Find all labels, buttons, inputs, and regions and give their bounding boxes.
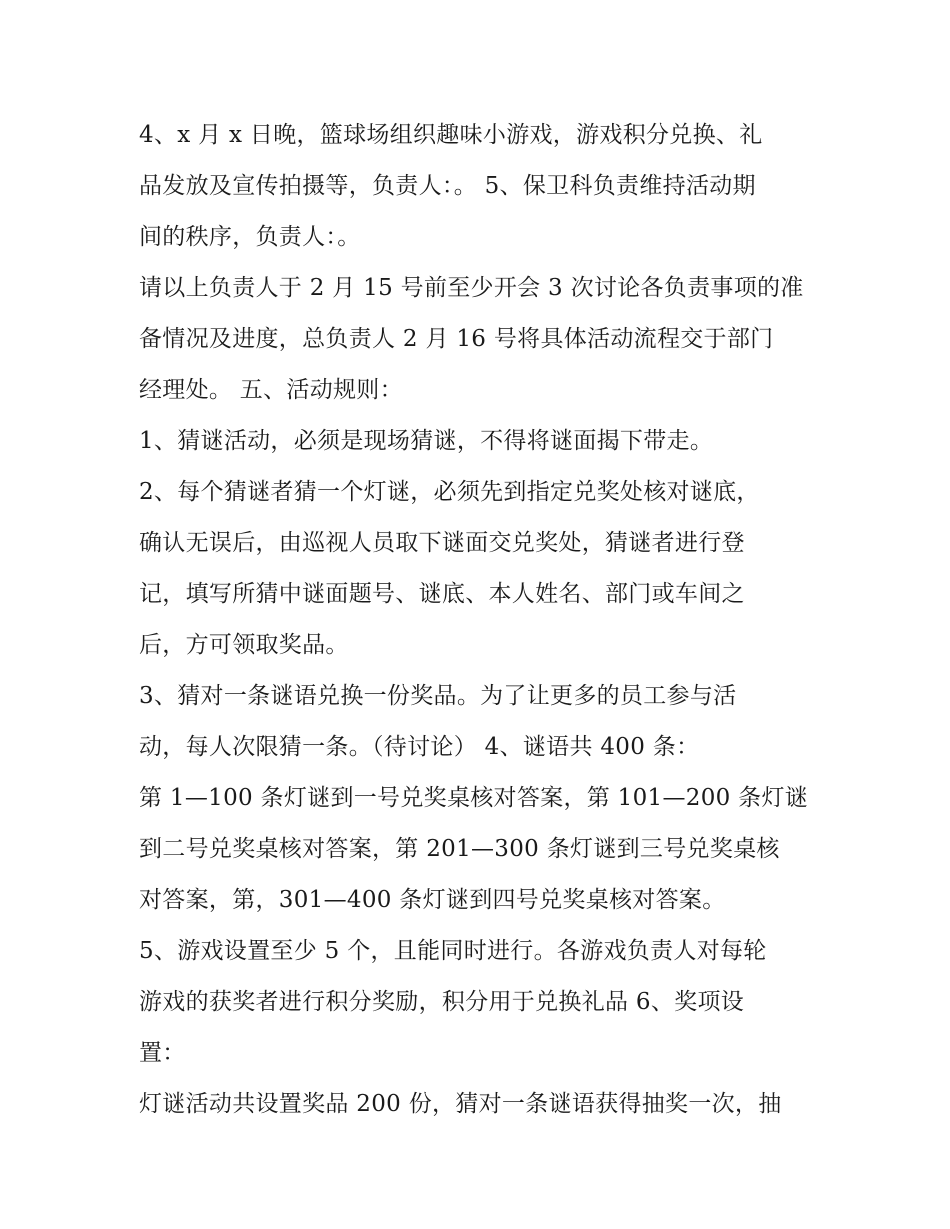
text-line: 置： xyxy=(139,1040,186,1066)
text-line: 到二号兑奖桌核对答案，第 201—300 条灯谜到三号兑奖桌核 xyxy=(139,836,780,862)
text-line: 3、猜对一条谜语兑换一份奖品。为了让更多的员工参与活 xyxy=(139,683,737,709)
text-line: 动，每人次限猜一条。（待讨论） 4、谜语共 400 条： xyxy=(139,734,700,760)
text-line: 确认无误后，由巡视人员取下谜面交兑奖处，猜谜者进行登 xyxy=(139,530,745,556)
text-line: 备情况及进度，总负责人 2 月 16 号将具体活动流程交于部门 xyxy=(139,326,774,352)
text-line: 第 1—100 条灯谜到一号兑奖桌核对答案，第 101—200 条灯谜 xyxy=(139,785,809,811)
text-line: 游戏的获奖者进行积分奖励，积分用于兑换礼品 6、奖项设 xyxy=(139,989,745,1015)
text-line: 4、x 月 x 日晚，篮球场组织趣味小游戏，游戏积分兑换、礼 xyxy=(139,122,763,148)
text-line: 对答案，第，301—400 条灯谜到四号兑奖桌核对答案。 xyxy=(139,887,726,913)
text-line: 2、每个猜谜者猜一个灯谜，必须先到指定兑奖处核对谜底， xyxy=(139,479,760,505)
text-line: 经理处。 五、活动规则： xyxy=(139,377,403,403)
document-body xyxy=(139,110,819,1130)
text-line: 1、猜谜活动，必须是现场猜谜，不得将谜面揭下带走。 xyxy=(139,428,714,454)
text-line: 后，方可领取奖品。 xyxy=(139,632,349,658)
text-line: 记，填写所猜中谜面题号、谜底、本人姓名、部门或车间之 xyxy=(139,581,745,607)
text-line: 灯谜活动共设置奖品 200 份，猜对一条谜语获得抽奖一次，抽 xyxy=(139,1091,782,1117)
text-line: 请以上负责人于 2 月 15 号前至少开会 3 次讨论各负责事项的准 xyxy=(139,275,804,301)
text-line: 间的秩序，负责人：。 xyxy=(139,224,361,250)
text-line: 品发放及宣传拍摄等，负责人：。 5、保卫科负责维持活动期 xyxy=(139,173,756,199)
text-line: 5、游戏设置至少 5 个，且能同时进行。各游戏负责人对每轮 xyxy=(139,938,767,964)
